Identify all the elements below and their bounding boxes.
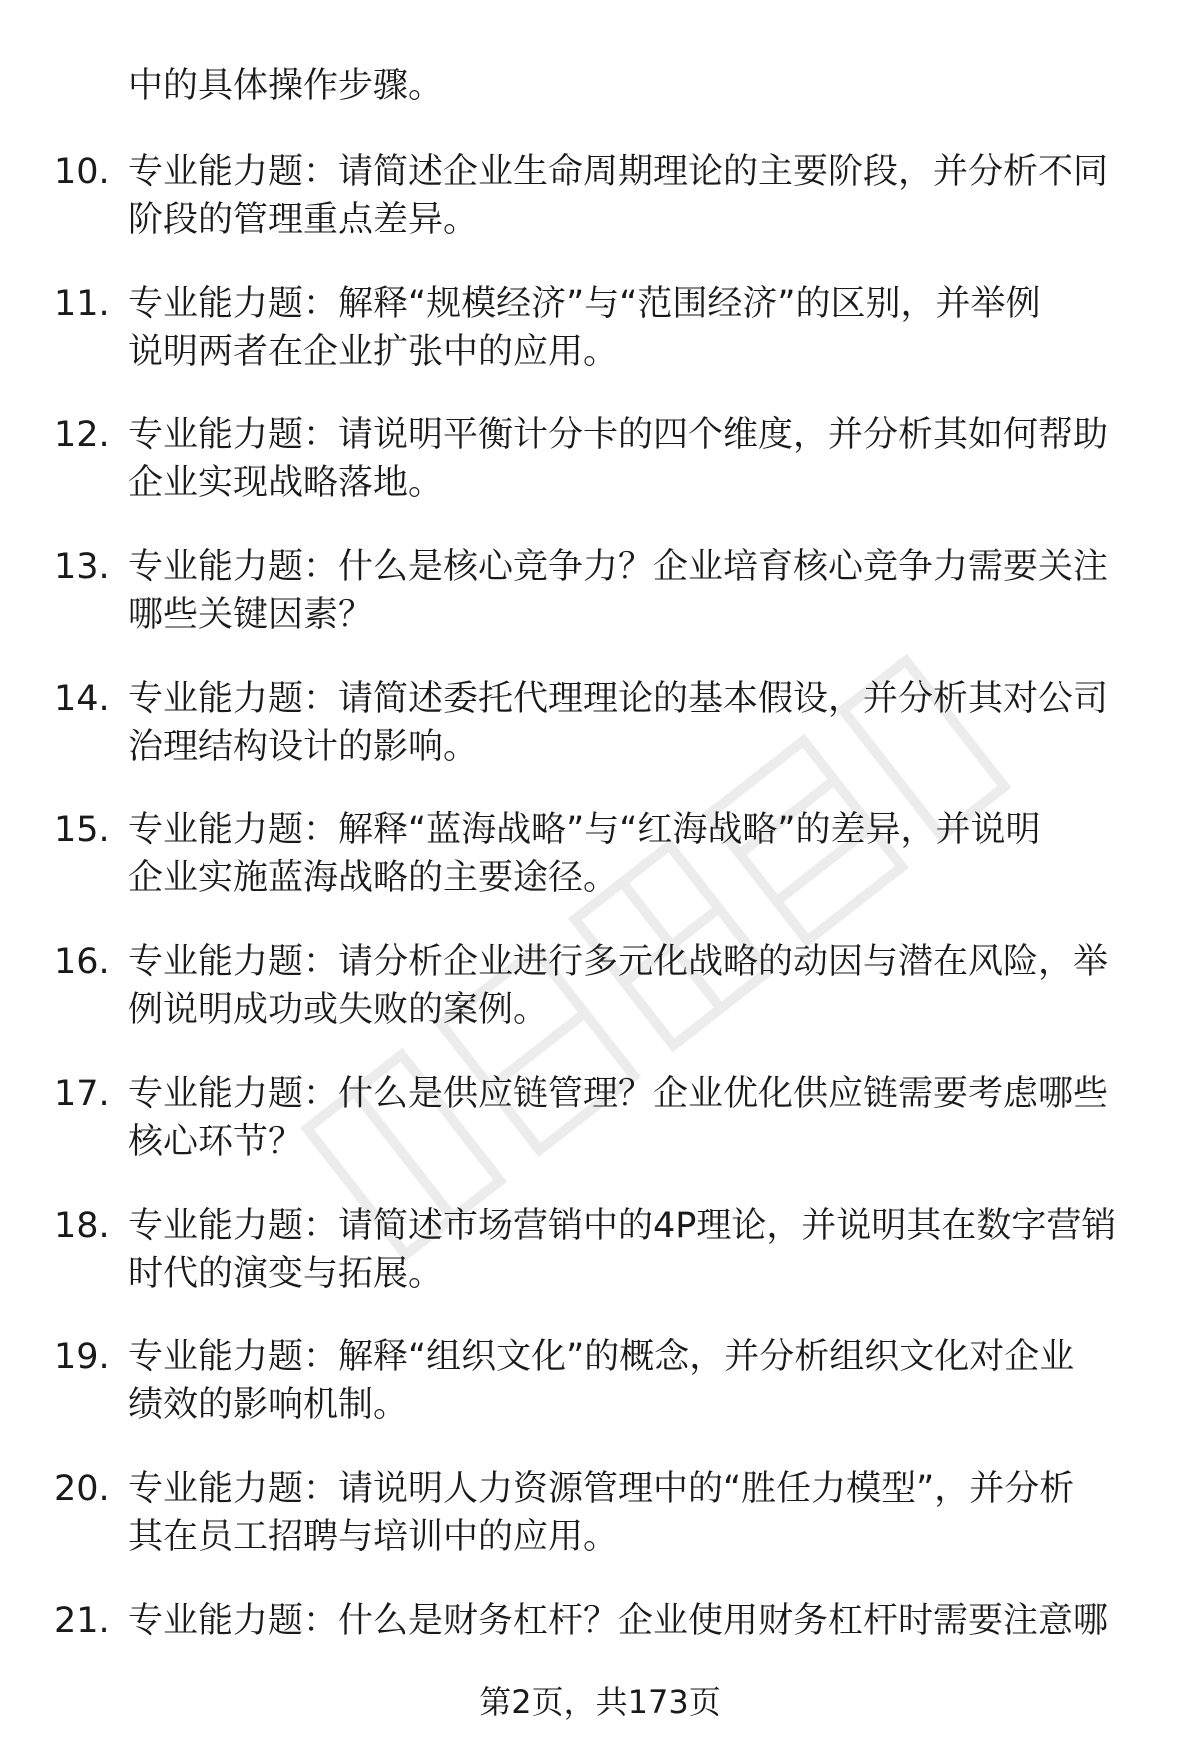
question-number: 15. bbox=[54, 810, 110, 851]
question-text: 专业能力题：请说明人力资源管理中的“胜任力模型”，并分析 其在员工招聘与培训中的应用。 bbox=[128, 1468, 1075, 1557]
list-item bbox=[0, 675, 1200, 807]
question-text: 专业能力题：什么是供应链管理？企业优化供应链需要考虑哪些 核心环节？ bbox=[128, 1073, 1109, 1162]
list-item bbox=[0, 1070, 1200, 1202]
question-text: 专业能力题：请简述市场营销中的4P理论，并说明其在数字营销 时代的演变与拓展。 bbox=[128, 1205, 1117, 1294]
question-number: 20. bbox=[54, 1468, 110, 1509]
question-number: 14. bbox=[54, 678, 110, 719]
list-item bbox=[0, 148, 1200, 280]
question-text: 专业能力题：请说明平衡计分卡的四个维度，并分析其如何帮助 企业实现战略落地。 bbox=[128, 415, 1109, 504]
list-item bbox=[0, 411, 1200, 543]
question-number: 13. bbox=[54, 547, 110, 588]
question-text: 专业能力题：解释“规模经济”与“范围经济”的区别，并举例 说明两者在企业扩张中的应用。 bbox=[128, 283, 1041, 372]
list-item bbox=[0, 543, 1200, 675]
list-item bbox=[0, 1202, 1200, 1334]
question-number: 21. bbox=[54, 1600, 110, 1641]
question-text: 专业能力题：什么是财务杠杆？企业使用财务杠杆时需要注意哪 bbox=[128, 1600, 1109, 1641]
question-list bbox=[0, 148, 1200, 1728]
question-text: 专业能力题：什么是核心竞争力？企业培育核心竞争力需要关注 哪些关键因素？ bbox=[128, 547, 1109, 636]
list-item bbox=[0, 1465, 1200, 1597]
question-number: 19. bbox=[54, 1337, 110, 1378]
question-text: 专业能力题：请简述委托代理理论的基本假设，并分析其对公司 治理结构设计的影响。 bbox=[128, 678, 1109, 767]
page-footer: 第2页，共173页 bbox=[479, 1683, 721, 1721]
question-number: 10. bbox=[54, 152, 110, 192]
question-text: 专业能力题：解释“组织文化”的概念，并分析组织文化对企业 绩效的影响机制。 bbox=[128, 1337, 1075, 1426]
list-item bbox=[0, 1333, 1200, 1465]
question-number: 16. bbox=[54, 942, 110, 983]
question-number: 11. bbox=[54, 283, 110, 324]
question-number: 18. bbox=[54, 1205, 110, 1246]
question-text: 专业能力题：请分析企业进行多元化战略的动因与潜在风险，举 例说明成功或失败的案例。 bbox=[128, 942, 1109, 1031]
question-number: 12. bbox=[54, 415, 110, 456]
question-text: 专业能力题：请简述企业生命周期理论的主要阶段，并分析不同 阶段的管理重点差异。 bbox=[128, 152, 1109, 240]
question-number: 17. bbox=[54, 1073, 110, 1114]
carry-over-text: 中的具体操作步骤。 bbox=[128, 66, 444, 106]
question-text: 专业能力题：解释“蓝海战略”与“红海战略”的差异，并说明 企业实施蓝海战略的主要途径。 bbox=[128, 810, 1041, 899]
list-item bbox=[0, 280, 1200, 412]
list-item bbox=[0, 938, 1200, 1070]
list-item bbox=[0, 806, 1200, 938]
